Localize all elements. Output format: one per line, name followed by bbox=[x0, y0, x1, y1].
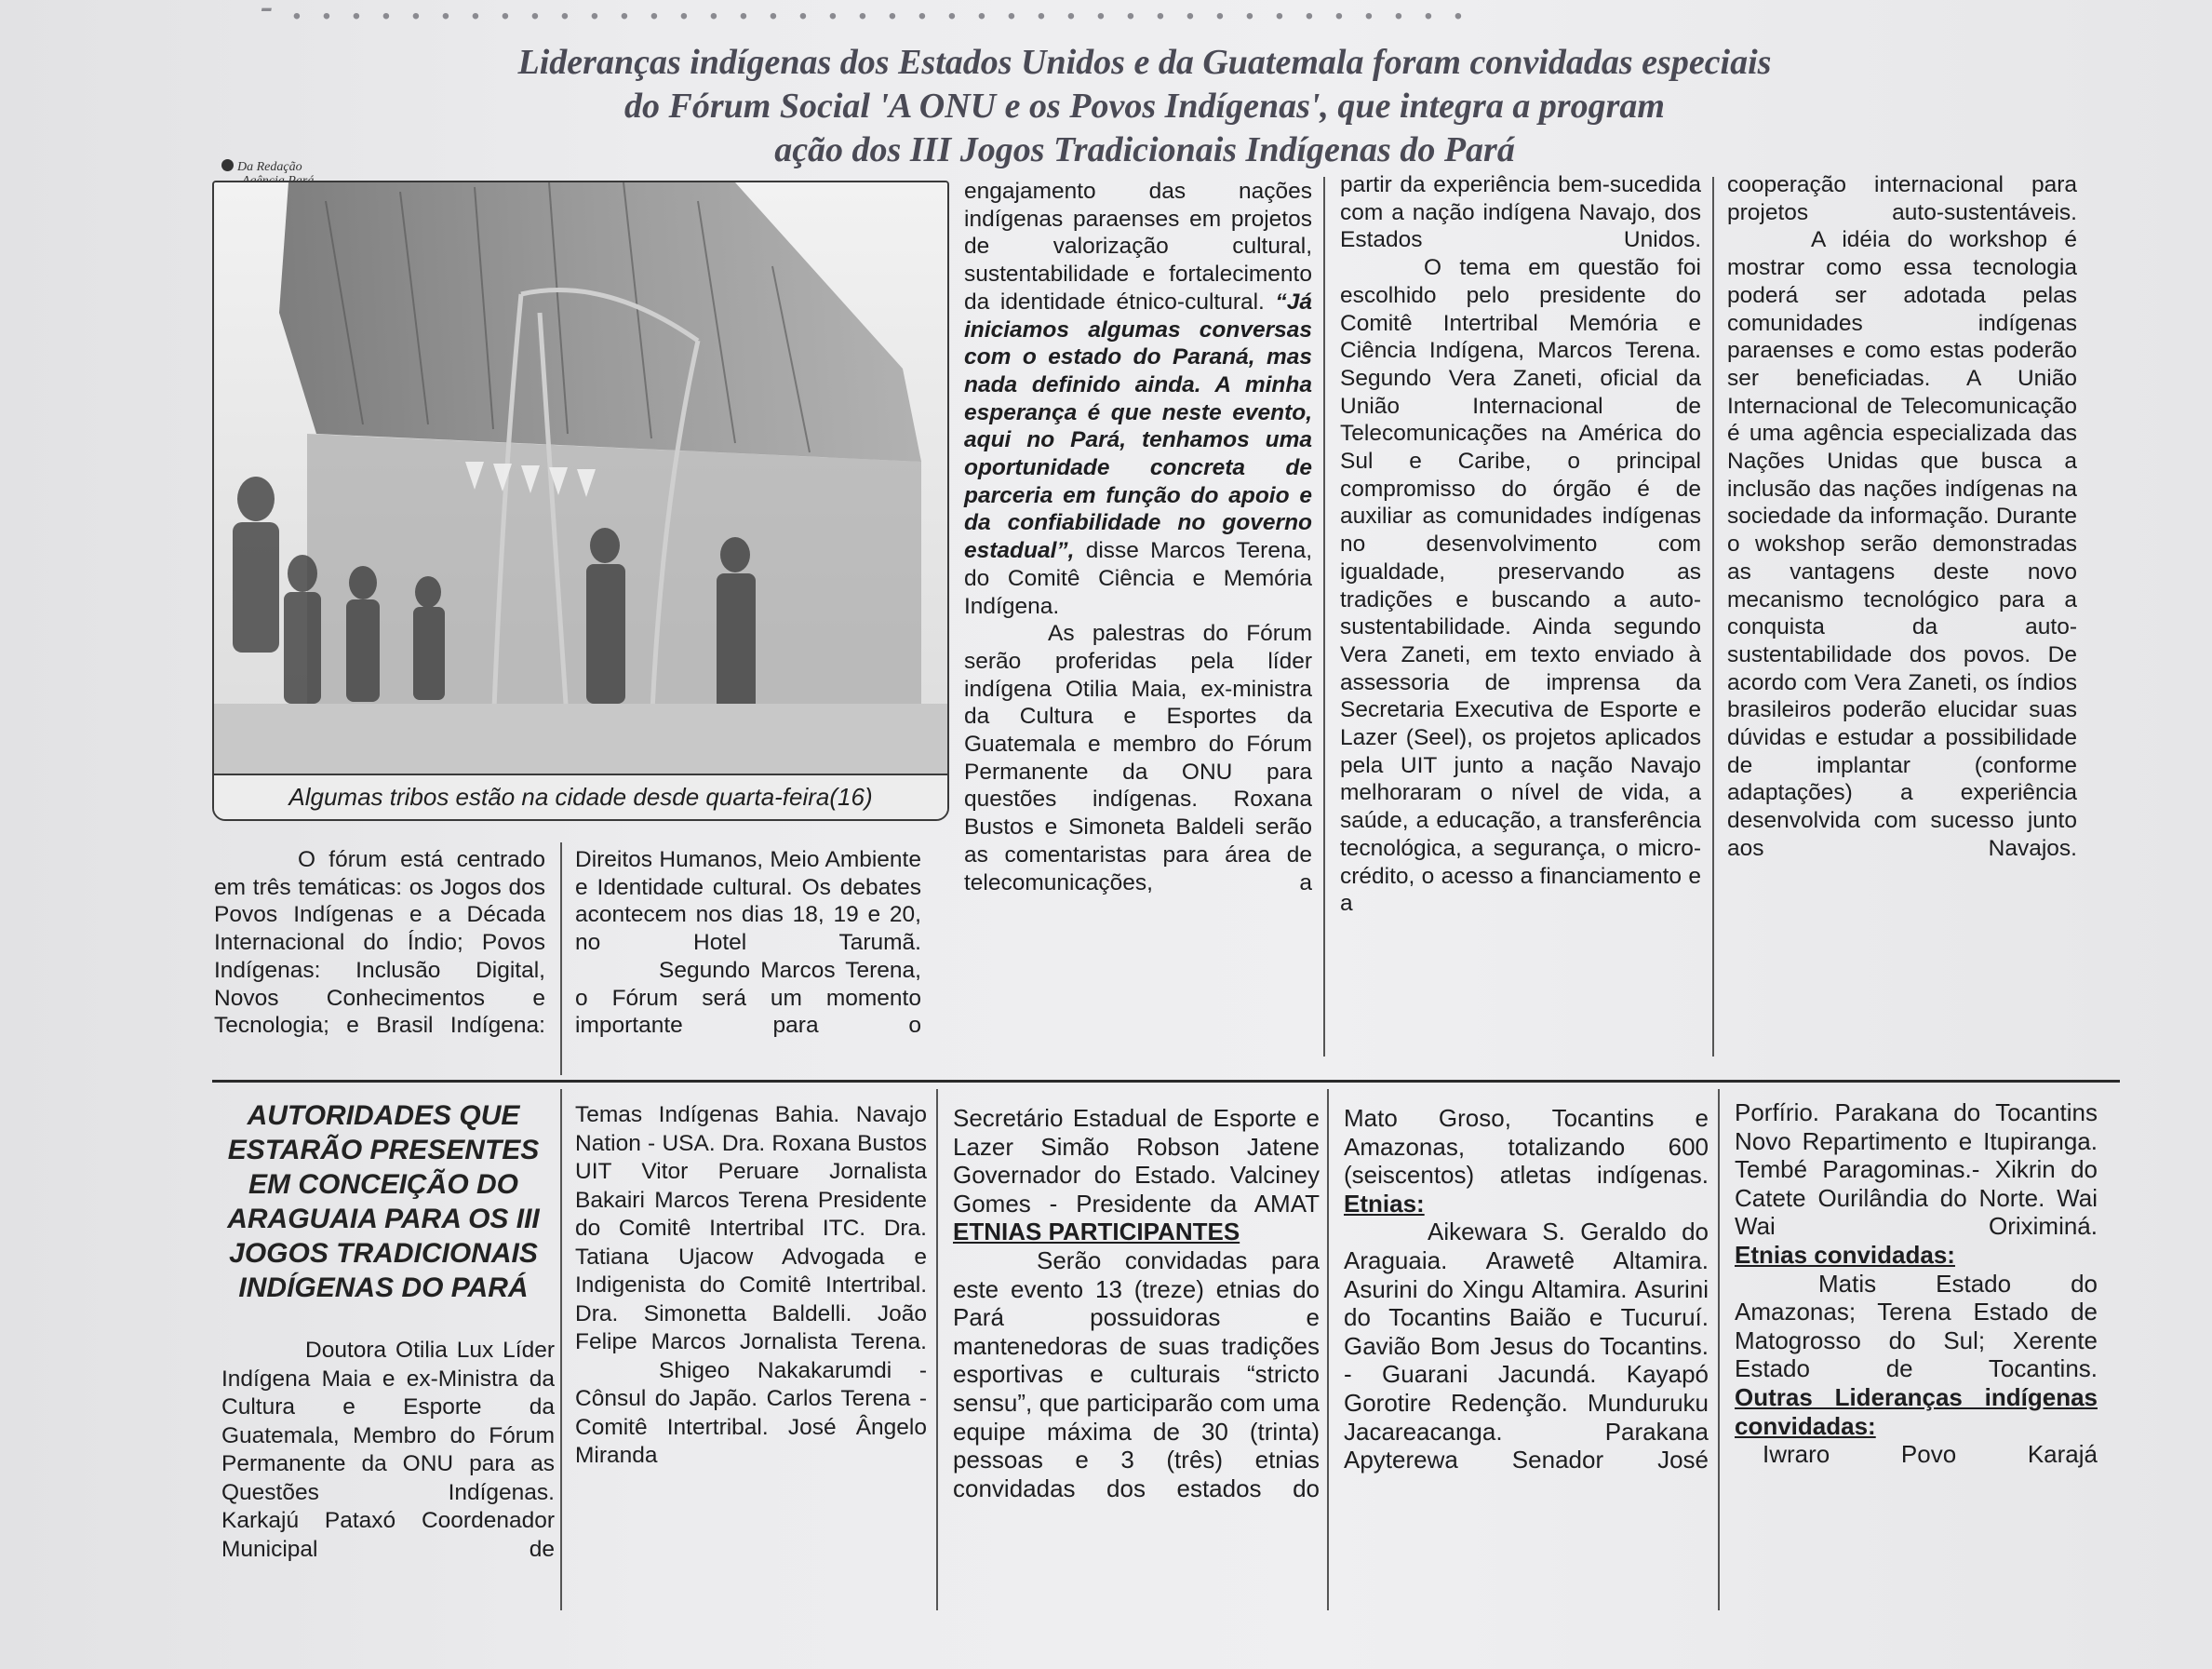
paragraph: As palestras do Fórum serão proferidas pela líder indígena Otilia Maia, ex-ministra da Cultura e Esportes da Guatemala e membro do Fórum Permanente da ONU para questões indígenas. Roxana Bustos e Simoneta Baldeli serão as comentaristas para área de telecomunicações, a bbox=[964, 621, 1312, 895]
paragraph: Iwraro Povo Karajá bbox=[1763, 1440, 2098, 1469]
article-photo bbox=[212, 181, 949, 821]
lower-column-4 bbox=[1344, 1104, 1709, 1474]
article-column-2 bbox=[575, 846, 921, 1040]
paragraph: partir da experiência bem-sucedida com a nação indígena Navajo, dos Estados Unidos. bbox=[1340, 172, 1701, 253]
paragraph: Doutora Otilia Lux Líder Indígena Maia e ex-Ministra da Cultura e Esporte da Guatemala, Membro do Fórum Permanente da ONU para as Questões Indígenas. bbox=[221, 1338, 555, 1505]
paragraph: Shigeo Nakakarumdi - Cônsul do Japão. Carlos Terena - Comitê Intertribal. José Ângelo Miranda bbox=[575, 1357, 927, 1468]
cut-off-top-line: - . . . . . . . . . . . . . . . . . . . . . . . . . . . . . . . . . . . . . . . . bbox=[261, 0, 1470, 24]
column-divider bbox=[1327, 1089, 1329, 1610]
paragraph: Serão convidadas para este evento 13 (treze) etnias do Pará possuidoras e mantenedoras de suas tradições esportivas e culturais “stricto sensu”, que participarão com uma equipe máxima de 30 (trinta) pessoas e 3 (três) etnias convidadas dos estados do bbox=[953, 1245, 1320, 1502]
paragraph: Porfírio. Parakana do Tocantins Novo Repartimento e Itupiranga. Tembé Paragominas.- Xikrin do Catete Ourilândia do Norte. Wai Wai Oriximiná. bbox=[1735, 1098, 2098, 1241]
article-column-4 bbox=[1340, 171, 1701, 918]
column-divider bbox=[560, 842, 562, 1075]
paragraph: O fórum está centrado em três temáticas: os Jogos dos Povos Indígenas e a Década Internacional do Índio; Povos Indígenas: Inclusão Digital, Novos Conhecimentos e Tecnologia; e Brasil Indígena: bbox=[214, 847, 545, 1039]
paragraph: A idéia do workshop é mostrar como essa tecnologia poderá ser adotada pelas comunidades indígenas paraenses e como estas poderão ser beneficiadas. A União Internacional de Telecomunicação é uma agência especializada das Nações Unidas que busca a inclusão das nações indígenas na sociedade da informação. Durante o wokshop serão demonstradas as vantagens deste novo mecanismo tecnológico para a conquista da auto-sustentabilidade dos povos. De acordo com Vera Zaneti, os índios brasileiros poderão elucidar suas dúvidas e estudar a possibilidade de implantar (conforme adaptações) a experiência desenvolvida com sucesso junto aos Navajos. bbox=[1727, 227, 2077, 861]
lower-column-2 bbox=[575, 1101, 927, 1471]
paragraph: Aikewara S. Geraldo do Araguaia. Arawetê Altamira. Asurini do Xingu Altamira. Asurini do Tocantins Baião e Tucuruí. Gavião Bom Jesus do Tocantins. - Guarani Jacundá. Kayapó Gorotire Redenção. Munduruku Jacareacanga. Parakana Apyterewa Senador José bbox=[1344, 1218, 1709, 1474]
subheading-outras-liderancas: Outras Lideranças indígenas convidadas: bbox=[1735, 1382, 2098, 1440]
paragraph: Matis Estado do Amazonas; Terena Estado de Matogrosso do Sul; Xerente Estado de Tocantins. bbox=[1735, 1269, 2098, 1383]
quote: “Já iniciamos algumas conversas com o estado do Paraná, mas nada definido ainda. A minha esperança é que neste evento, aqui no Pará, tenhamos uma oportunidade concreta de parceria em função do apoio e da confiabilidade no governo estadual”, bbox=[964, 289, 1312, 564]
column-divider bbox=[1712, 177, 1714, 1057]
headline-line-1: Lideranças indígenas dos Estados Unidos e da Guatemala foram convidadas especiais bbox=[517, 43, 1772, 82]
subheading-etnias-convidadas: Etnias convidadas: bbox=[1735, 1240, 1955, 1269]
article-column-1 bbox=[214, 846, 545, 1040]
subheading-etnias-participantes: ETNIAS PARTICIPANTES bbox=[953, 1218, 1240, 1246]
paragraph: Direitos Humanos, Meio Ambiente e Identidade cultural. Os debates acontecem nos dias 18, 19 e 20, no Hotel Tarumã. bbox=[575, 847, 921, 956]
column-divider bbox=[560, 1089, 562, 1610]
column-divider bbox=[936, 1089, 938, 1610]
photo-illustration bbox=[214, 182, 947, 774]
box-title: AUTORIDADES QUE ESTARÃO PRESENTES EM CONCEIÇÃO DO ARAGUAIA PARA OS III JOGOS TRADICIONAIS INDÍGENAS DO PARÁ bbox=[227, 1100, 540, 1303]
photo-caption: Algumas tribos estão na cidade desde quarta-feira(16) bbox=[214, 774, 947, 819]
headline-line-2: do Fórum Social 'A ONU e os Povos Indígenas', que integra a program bbox=[624, 87, 1665, 126]
article-headline bbox=[307, 41, 1982, 172]
lower-column-3 bbox=[953, 1104, 1320, 1502]
paragraph bbox=[964, 178, 1312, 620]
paragraph: Segundo Marcos Terena, o Fórum será um momento importante para o bbox=[575, 957, 921, 1039]
lower-column-1 bbox=[221, 1337, 555, 1564]
text: disse Marcos Terena, do Comitê Ciência e Memória Indígena. bbox=[964, 538, 1312, 619]
section-divider bbox=[212, 1080, 2120, 1083]
paragraph: Temas Indígenas Bahia. Navajo Nation - USA. Dra. Roxana Bustos UIT Vitor Peruare Jornalista Bakairi Marcos Terena Presidente do Comitê Intertribal ITC. Dra. Tatiana Ujacow Advogada e Indigenista do Comitê Intertribal. Dra. Simonetta Baldelli. João Felipe Marcos Jornalista Terena. bbox=[575, 1102, 927, 1354]
column-divider bbox=[1718, 1089, 1720, 1610]
bullet-icon bbox=[221, 159, 234, 171]
article-column-5 bbox=[1727, 171, 2077, 863]
subheading-etnias: Etnias: bbox=[1344, 1189, 1425, 1218]
paragraph: Mato Groso, Tocantins e Amazonas, totalizando 600 (seiscentos) atletas indígenas. bbox=[1344, 1104, 1709, 1190]
paragraph: O tema em questão foi escolhido pelo presidente do Comitê Intertribal Memória e Ciência Indígena, Marcos Terena. Segundo Vera Zaneti, oficial da União Internacional de Telecomunicações na América do Sul e Caribe, o principal compromisso do órgão é de auxiliar as comunidades indígenas no desenvolvimento com igualdade, preservando as tradições e buscando a auto-sustentabilidade. Ainda segundo Vera Zaneti, em texto enviado à assessoria de imprensa da Secretaria Executiva de Esporte e Lazer (Seel), os projetos aplicados pela UIT junto a nação Navajo melhoraram o nível de vida, a saúde, a educação, a transferência tecnológica, a segurança, o micro-crédito, o acesso a financiamento e a bbox=[1340, 255, 1701, 917]
paragraph: cooperação internacional para projetos auto-sustentáveis. bbox=[1727, 172, 2077, 225]
byline-line-1: Da Redação bbox=[237, 160, 302, 174]
lower-column-5 bbox=[1735, 1098, 2098, 1469]
column-divider bbox=[1323, 177, 1325, 1057]
paragraph: Karkajú Pataxó Coordenador Municipal de bbox=[221, 1508, 555, 1562]
article-column-3 bbox=[964, 178, 1312, 896]
text: engajamento das nações indígenas paraenses em projetos de valorização cultural, sustentabilidade e fortalecimento da identidade étnico-cultural. bbox=[964, 179, 1312, 315]
paragraph: Secretário Estadual de Esporte e Lazer Simão Robson Jatene Governador do Estado. Valciney Gomes - Presidente da AMAT bbox=[953, 1104, 1320, 1218]
headline-line-3: ação dos III Jogos Tradicionais Indígenas do Pará bbox=[774, 130, 1515, 169]
